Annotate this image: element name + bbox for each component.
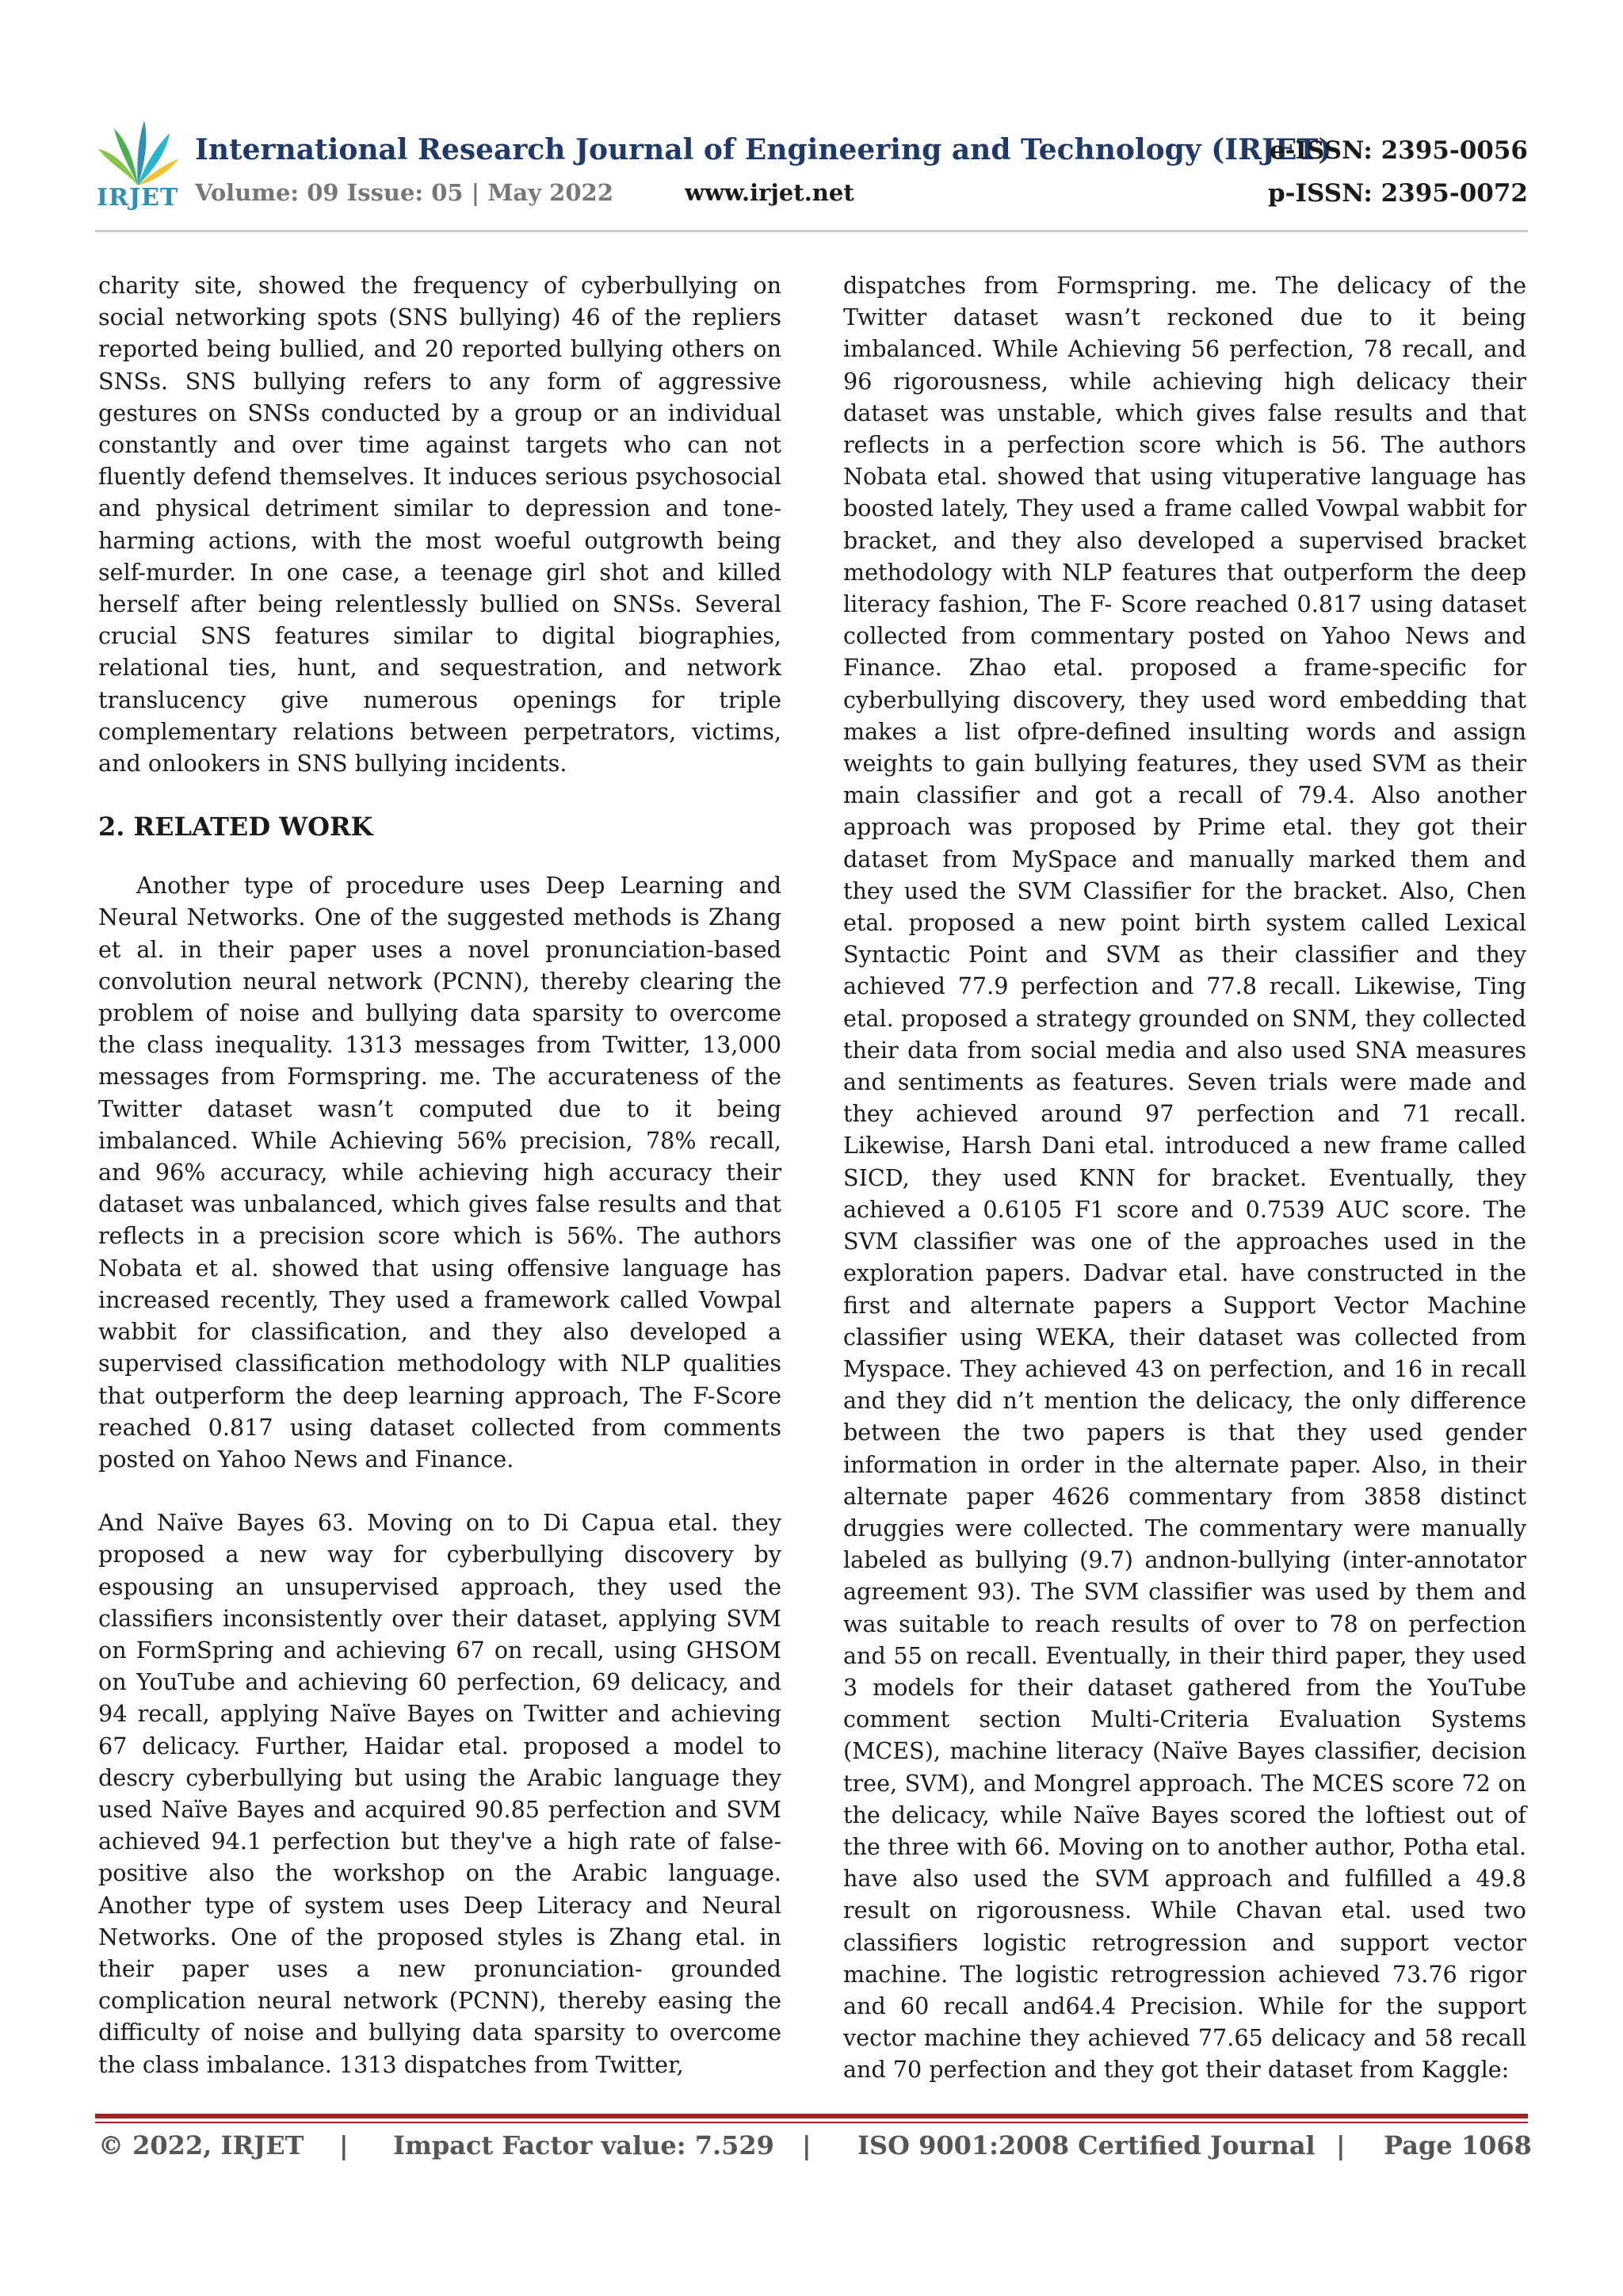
paragraph-naive-bayes: And Naïve Bayes 63. Moving on to Di Capua etal. they proposed a new way for cyberbullying discovery by espousing an unsupervised approach, they used the classifiers inconsistently over their dataset, applying SVM on FormSpring and achieving 67 on recall, using GHSOM on YouTube and achieving 60 perfection, 69 delicacy, and 94 recall, applying Naïve Bayes on Twitter and achieving 67 delicacy. Further, Haidar etal. proposed a model to descry cyberbullying but using the Arabic language they used Naïve Bayes and acquired 90.85 perfection and SVM achieved 94.1 perfection but they've a high rate of false-positive also the workshop on the Arabic language. Another type of system uses Deep Literacy and Neural Networks. One of the proposed styles is Zhang etal. in their paper uses a new pronunciation- grounded complication neural network (PCNN), thereby easing the difficulty of noise and bullying data sparsity to overcome the class imbalance. 1313 dispatches from Twitter, [98, 1509, 781, 2078]
footer-page-number: Page 1068 [1384, 2130, 1532, 2160]
footer-separator: | [1336, 2130, 1346, 2160]
header-divider [95, 230, 1528, 232]
issue-info: Volume: 09 Issue: 05 | May 2022 [195, 179, 613, 206]
page-header [95, 117, 1528, 228]
paragraph-formspring: dispatches from Formspring. me. The delicacy of the Twitter dataset wasn’t reckoned due to it being imbalanced. While Achieving 56 perfection, 78 recall, and 96 rigorousness, while achieving high delicacy their dataset was unstable, which gives false results and that reflects in a perfection score which is 56. The authors Nobata etal. showed that using vituperative language has boosted lately, They used a frame called Vowpal wabbit for bracket, and they also developed a supervised bracket methodology with NLP features that outperform the deep literacy fashion, The F- Score reached 0.817 using dataset collected from commentary posted on Yahoo News and Finance. Zhao etal. proposed a frame-specific for cyberbullying discovery, they used word embedding that makes a list ofpre-defined insulting words and assign weights to gain bullying features, they used SVM as their main classifier and got a recall of 79.4. Also another approach was proposed by Prime etal. they got their dataset from MySpace and manually marked them and they used the SVM Classifier for the bracket. Also, Chen etal. proposed a new point birth system called Lexical Syntactic Point and SVM as their classifier and they achieved 77.9 perfection and 77.8 recall. Likewise, Ting etal. proposed a strategy grounded on SNM, they collected their data from social media and also used SNA measures and sentiments as features. Seven trials were made and they achieved around 97 perfection and 71 recall. Likewise, Harsh Dani etal. introduced a new frame called SICD, they used KNN for bracket. Eventually, they achieved a 0.6105 F1 score and 0.7539 AUC score. The SVM classifier was one of the approaches used in the exploration papers. Dadvar etal. have constructed in the first and alternate papers a Support Vector Machine classifier using WEKA, their dataset was collected from Myspace. They achieved 43 on perfection, and 16 in recall and they did n’t mention the delicacy, the only difference between the two papers is that they used gender information in order in the alternate paper. Also, in their alternate paper 4626 commentary from 3858 distinct druggies were collected. The commentary were manually labeled as bullying (9.7) andnon-bullying (inter-annotator agreement 93). The SVM classifier was used by them and was suitable to reach results of over to 78 on perfection and 55 on recall. Eventually, in their third paper, they used 3 models for their dataset gathered from the YouTube comment section Multi-Criteria Evaluation Systems (MCES), machine literacy (Naïve Bayes classifier, decision tree, SVM), and Mongrel approach. The MCES score 72 on the delicacy, while Naïve Bayes scored the loftiest out of the three with 66. Moving on to another author, Potha etal. have also used the SVM approach and fulfilled a 49.8 result on rigorousness. While Chavan etal. used two classifiers logistic retrogression and support vector machine. The logistic retrogression achieved 73.76 rigor and 60 recall and64.4 Precision. While for the support vector machine they achieved 77.65 delicacy and 58 recall and 70 perfection and they got their dataset from Kaggle: [843, 272, 1526, 2084]
left-column [98, 269, 781, 2080]
page-footer [98, 2130, 1532, 2170]
paragraph-related-work: Another type of procedure uses Deep Learning and Neural Networks. One of the suggested methods is Zhang et al. in their paper uses a novel pronunciation-based convolution neural network (PCNN), thereby clearing the problem of noise and bullying data sparsity to overcome the class inequality. 1313 messages from Twitter, 13,000 messages from Formspring. me. The accurateness of the Twitter dataset wasn’t computed due to it being imbalanced. While Achieving 56% precision, 78% recall, and 96% accuracy, while achieving high accuracy their dataset was unbalanced, which gives false results and that reflects in a precision score which is 56%. The authors Nobata et al. showed that using offensive language has increased recently, They used a framework called Vowpal wabbit for classification, and they also developed a supervised classification methodology with NLP qualities that outperform the deep learning approach, The F-Score reached 0.817 using dataset collected from comments posted on Yahoo News and Finance. [98, 872, 781, 1473]
footer-separator: | [339, 2130, 349, 2160]
pissn: p-ISSN: 2395-0072 [1267, 179, 1528, 208]
footer-divider [95, 2114, 1528, 2118]
logo-text: IRJET [97, 184, 179, 212]
journal-website-link[interactable]: www.irjet.net [685, 179, 854, 206]
eissn: e-ISSN: 2395-0056 [1269, 136, 1528, 165]
paragraph-intro-continued: charity site, showed the frequency of cyberbullying on social networking spots (SNS bullying) 46 of the repliers reported being bullied, and 20 reported bullying others on SNSs. SNS bullying refers to any form of aggressive gestures on SNSs conducted by a group or an individual constantly and over time against targets who can not fluently defend themselves. It induces serious psychosocial and physical detriment similar to depression and tone-harming actions, with the most woeful outgrowth being self-murder. In one case, a teenage girl shot and killed herself after being relentlessly bullied on SNSs. Several crucial SNS features similar to digital biographies, relational ties, hunt, and sequestration, and network translucency give numerous openings for triple complementary relations between perpetrators, victims, and onlookers in SNS bullying incidents. [98, 272, 781, 777]
irjet-logo [95, 117, 181, 214]
journal-title: International Research Journal of Engineering and Technology (IRJET) [195, 133, 1332, 166]
footer-impact-factor: Impact Factor value: 7.529 [393, 2130, 774, 2160]
section-heading: 2. RELATED WORK [98, 812, 373, 842]
footer-copyright: © 2022, IRJET [98, 2130, 304, 2160]
footer-iso-certification: ISO 9001:2008 Certified Journal [857, 2130, 1316, 2160]
footer-separator: | [802, 2130, 812, 2160]
right-column [843, 269, 1526, 2086]
footer-divider-thin [95, 2122, 1528, 2123]
leaf-logo-icon [95, 117, 181, 189]
